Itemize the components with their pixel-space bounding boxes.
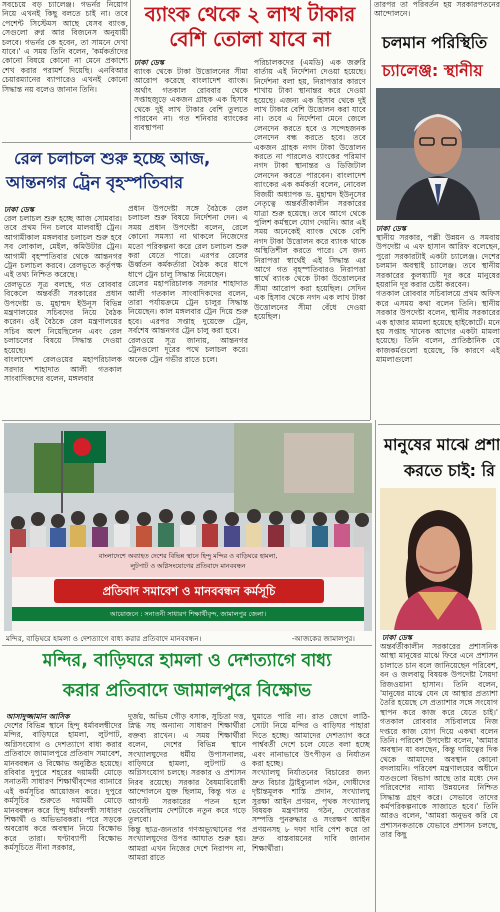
train-column-2 (128, 204, 248, 418)
temple-column-3 (252, 712, 370, 911)
divider (2, 420, 370, 421)
divider (2, 645, 372, 646)
bank-column-1 (134, 67, 248, 140)
train-headline-2: আন্তনগর ট্রেন বৃহস্পতিবার (6, 173, 184, 192)
woman-body (380, 642, 498, 910)
temple-headline-1: মন্দির, বাড়িঘরে হামলা ও দেশত্যাগে বাধ্য (42, 651, 332, 671)
woman-portrait-illustration (380, 488, 496, 630)
top-right-byline: ঢাকা ডেস্ক (376, 224, 406, 233)
banner-main: প্রতিবাদ সমাবেশ ও মানববন্ধন কর্মসূচি (102, 584, 276, 598)
train-headline-1: রেল চলাচল শুরু হচ্ছে আজ, (14, 149, 211, 168)
banner-organizer: আয়োজনে : সনাতনী সাধারণ শিক্ষার্থীবৃন্দ, জামালপুর জেলা। (109, 610, 267, 618)
top-right-body-text: স্থানীয় সরকার, পল্লী উন্নয়ন ও সমবায় উপদেষ্টা এ এফ হাসান আরিফ বলেছেন, পুরো সরকারটাই একটা চ্যালেঞ্জ। দেশের চলমান অবস্থাই চ্যালেঞ্জ। তবে স্থানীয় সরকারের কুলষ্যাটি দূর করে মানুষের হয়রানি দূর করার চেষ্টা করবেন। গতকাল রোববার সচিবালয়ে প্রথম অফিস করে এসময় কথা বলেন তিনি। স্থানীয় সরকার উপদেষ্টা বলেন, স্থানীয় সরকারের এক হাজার মামলা হয়েছে হাইকোর্টে। মনে হয় সপ্তাহ খানেক আগের একটা মামলা হয়েছে। তিনি বলেন, প্রাতিষ্ঠানিক যে কাজকর্মগুলো হয়েছে, কি কারণে এই মামলাগুলো (376, 233, 500, 365)
top-right-body (376, 233, 500, 418)
top-right-headline-2: চ্যালেঞ্জ: স্থানীয় (382, 61, 483, 80)
divider (130, 0, 131, 140)
protest-photo (4, 423, 372, 631)
temple-col1-text: দেশের বিভিন্ন স্থানে হিন্দু ধর্মাবলম্বীদের মন্দির, বাড়িঘরে হামলা, লুটপাট, অগ্নিসংযোগ ও দেশত্যাগে বাধ্য করার প্রতিবাদে জামালপুরে প্রতিবাদ সমাবেশ, মানববন্ধন ও বিক্ষোভ অনুষ্ঠিত হয়েছে। রবিবার দুপুরে শহরের দয়াময়ী মোড়ে সনাতনী সাধারণ শিক্ষার্থীবৃন্দের ব্যানারে এই কর্মসূচির আয়োজন করে। দুপুরে কর্মসূচির শুরুতে দয়াময়ী মোড়ে মানববন্ধন করে হিন্দু ধর্মাবলম্বী সাধারণ শিক্ষার্থী ও অভিভাবকরা। পরে সড়কে অবরোধ করে অবস্থান নিয়ে বিক্ষোভ করে তারা। ঘণ্টাব্যাপী বিক্ষোভ কর্মসূচিতে নীনা সরকার, (4, 721, 122, 853)
train-col2-text: প্রধান উপদেষ্টা সঙ্গে বৈঠকে রেল চলাচল শুরু বিষয়ে নির্দেশনা দেন। এ সময় প্রধান উপদেষ্টা বলেন, রেলে কোনো সমস্যা না থাকলে নিজেদের মতো পরিকল্পনা করে রেল চলাচল শুরু করা যেতে পারে। এরপর রেলের ঊর্ধ্বতন কর্মকর্তারা বৈঠক করে ধাপে ধাপে ট্রেন চালু সিদ্ধান্ত নিয়েছেন। রেলের মহাপরিচালক সরদার শাহাদাত আলী গতকাল সাংবাদিকদের বলেন, তারা পর্যায়ক্রমে ট্রেন চালুর সিদ্ধান্ত নিয়েছেন। কাল মঙ্গলবার ট্রেন দিয়ে শুরু হবে। এরপর সপ্তাহ দুয়েক্তে ট্রেন, সর্বশেষ আন্তনগর ট্রেন চালু করা হবে। রেলওয়ে সূত্র জানায়, আন্তনগর ট্রেনগুলো দূরের পথে চলাচল করে। অনেক ট্রেন গভীর রাতে চলে। (128, 204, 248, 364)
woman-headline-1: মানুষের মাঝে প্রশা (384, 435, 500, 454)
photo-caption: মন্দির, বাড়িঘরে হামলা ও দেশত্যাগে বাধ্য করার প্রতিবাদে মানববন্ধন। (6, 634, 202, 643)
train-col1-text: রেল চলাচল শুরু হচ্ছে আজ সোমবার। তবে প্রথম দিন চলবে মালবাহী ট্রেন। আগামীকাল মঙ্গলবার চলাচল শুরু হবে সব লোকাল, মেইল, কমিউটার ট্রেন। আগামী বৃহস্পতিবার থেকে আন্তনগর ট্রেন চলাচল করবে। রেলভূতে কর্তৃপক্ষ এই তথ্য নিশ্চিত করেছে। রেলভূতে সূত্র বলছে, গত রোববার বিকেলে অন্তর্বর্তী সরকারের প্রধান উপদেষ্টা ড. মুহাম্মদ ইউনূস বিভিন্ন মন্ত্রণালয়ের সচিবদের নিয়ে বৈঠক করেন। ওই বৈঠকে রেল মন্ত্রণালয়ের সচিব অংশ নিয়েছিলেন এবং রেল চলাচলের বিষয়ে সিদ্ধান্ত দেওয়া হয়েছে। বাংলাদেশ রেলওয়ের মহাপরিচালক সরদার শাহাদাত আলী গতকাল সাংবাদিকদের বলেন, মঙ্গলবার (4, 214, 122, 383)
top-right-continuation (374, 0, 500, 22)
woman-headline-2: করতে চাই: রি (404, 461, 495, 480)
temple-column-1 (4, 721, 122, 911)
divider (2, 142, 252, 143)
temple-headline-2: করার প্রতিবাদে জামালপুরে বিক্ষোভ (62, 681, 312, 701)
temple-col3-text: ঘুমাতে পারি না। রাত জেগে লাঠি-সোটা নিয়ে মন্দির ও বাড়িঘর পাহারা দিতে হচ্ছে। আমাদের দেশত্যাগ করে পার্শ্ববর্তী দেশে চলে যেতে বলা হচ্ছে এবং নানাভাবে উৎপীড়ন ও নির্যাতন করা হচ্ছে। সংখ্যালঘু নির্যাতনের বিচারের জন্য দ্রুত বিচার ট্রাইব্যুনাল গঠন, দোষীদের দৃষ্টান্তমূলক শাস্তি প্রদান, সংখ্যালঘু সুরক্ষা আইন প্রণয়ন, পৃথক সংখ্যালঘু বিষয়ক মন্ত্রণালয় গঠন, দেবোত্তর সম্পত্তি পুনরুদ্ধার ও সংরক্ষণ আইন প্রণয়নসহ ৮ দফা দাবি পেশ করে তা দ্রুত বাস্তবায়নের দাবি জানান শিক্ষার্থীরা। (252, 712, 370, 853)
bank-col1-text: ব্যাংক থেকে টাকা উত্তোলনের সীমা আরোপ করেছে বাংলাদেশ ব্যাংক। অর্থাৎ গতকাল রোববার থেকে সপ্তাহজুড়ে একজন গ্রাহক এক হিসাব থেকে দুই লাখ টাকার বেশি তুলতে পারবেন না। গত শনিবার ব্যাংকের ব্যবস্থাপনা (134, 67, 248, 133)
temple-col2-text: দুর্জয়, অভিম গৌড় বসাক, সুচিতা দত্ত, স্নিগ্ধ সহ অন্যান্য সাধারণ শিক্ষার্থীরা বক্তব্য রাখেন। এ সময় শিক্ষার্থীরা বলেন, দেশের বিভিন্ন স্থানে সংখ্যালঘুদের ধর্মীয় উপাসনালয়, বাড়িঘরে হামলা, লুটপাট ও অগ্নিসংযোগ চলছে। সরকার ও প্রশাসন নিরব রয়েছে। সরকার বৈষম্যবিরোধী আন্দোলনে যুক্ত ছিলাম, কিন্তু গত ৫ আগস্ট সরকারের পতন হলে ভেবেছিলাম দেশটাকে নতুন করে গড়ে তুলবো। কিন্তু ছাত্র-জনতার গণঅভ্যুত্থানের পর সংখ্যালঘুদের উপর আঘাত শুরু হয়। আমরা এখন নিজের দেশে নিরাপদ না, আমরা রাতে (128, 712, 246, 863)
man-portrait-illustration (376, 88, 500, 220)
portrait-rizwana-hasan (380, 488, 496, 630)
woman-body-text: অন্তর্বর্তীকালীন সরকারের প্রশাসনিক আস্থা মানুষের মাঝে ফিরে এনে প্রশাসন চালাতে চান বলে জানিয়েছেন পরিবেশ, বন ও জলবায়ু বিষয়ক উপদেষ্টা সৈয়দা রিজওয়ানা হাসান। তিনি বলেন, 'মানুষের মাঝে যেন যে আস্থার প্রত্যাশা তৈরি হয়েছে সে প্রত্যাশার সঙ্গে সংযোগ স্থাপন করে কাজ করে যেতে চাই।' গতকাল রোববার সচিবালয়ে নিজ দপ্তরে কাজ যোগ দিয়ে একথা বলেন তিনি। পরিবেশ উপদেষ্টা বলেন, 'আমার অবস্থান যা বলছেন, কিন্তু দায়িত্বের দিক থেকে আমাদের অবস্থান কোনো বদলায়নি। পরিবেশ মন্ত্রণালয়ের অধীনে যতগুলো বিভাগ আছে তার মধ্যে দেন পরিবেশের ন্যায্য উন্নয়নের নিশ্চিত সিদ্ধান্ত গ্রহণ করে। সেভাবে তাদের কর্মপরিকল্পনাকে সাজাতে হবে।' তিনি আরও বলেন, 'আমরা অনুভব করি যে প্রশাসনকতাকে যেভাবে প্রশাসন চলছে, তার কিছু (380, 642, 498, 840)
banner-line-2: লুটপাট ও অগ্নিসংযোগের প্রতিবাদে মানববন্ধন (130, 562, 246, 570)
banner-line-1: বাংলাদেশে অব্যাহত দেশের বিভিন্ন স্থানে হিন্দু মন্দির ও বাড়িঘরে হামলা, (98, 552, 278, 560)
photo-credit: -আজকের জামালপুর। (292, 634, 355, 643)
woman-byline: ঢাকা ডেস্ক (382, 633, 412, 642)
top-left-text: সবচেয়ে বড় চ্যালেঞ্জ। গভর্নর নিয়োগ নিয়ে এখনই কিছু বলতে চাই না। তবে পেশেন্ট সিস্টেমস আছে যেসব ব্যাংক, সেগুলো রুগ্ন আর বিজনেস অনুযায়ী চলবে। গভর্নর কে হবেন, তা সামনে দেখা যাবে।' এ সময় তিনি বলেন, 'কর্মকর্তাদের কোনো বিষয়ে কোনো না মেনে প্রকাশ্যে শেখ করার পরামর্শ দিয়েছি। এনবিআর চেয়ারম্যানের ব্যাপারেও এখনই কোনো সিদ্ধান্ত নয় বলেও জানান তিনি। (2, 0, 128, 94)
top-left-continuation (2, 0, 128, 142)
temple-column-2 (128, 712, 246, 911)
temple-byline: আসাদুজ্জামান আসিক (6, 712, 70, 721)
bank-headline: ব্যাংক থেকে ২ লাখ টাকার বেশি তোলা যাবে না (144, 2, 356, 51)
top-right-headline-1: চলমান পরিস্থিতি (382, 33, 488, 52)
bank-col2-text: পরিচালকদের (এমডি) এক জরুরি বার্তায় এই নির্দেশনা দেওয়া হয়েছে। নির্দেশনা বলা হয়, নিরাপত্তার কারণে শাখায় টাকা স্থানান্তর করে দেওয়া হয়েছে। এজন্য এক হিসাব থেকে দুই লাখ টাকার বেশি উত্তোলন করা যাবে না। তবে এ নির্দেশনা মেনে জেলে লেনদেন করতে হবে ও সন্দেহজনক লেনদেন বন্ধ করতে হবে। তবে একজন গ্রাহক নগদ টাকা উত্তোলন করতে না পারলেও ব্যাংকের পরিমাণ নগদ টাকা স্থানান্তর ও ডিজিটাল লেনদেন করতে পারবেন। বাংলাদেশ ব্যাংকের এক কর্মকর্তা বলেন, নোবেল বিজয়ী অধ্যাপক ড. মুহাম্মদ ইউনূসের নেতৃত্বে অন্তর্বর্তীকালীন সরকারের যাত্রা শুরু হয়েছে। তবে আগে থেকে পুলিশ কর্মস্থলে যোগ দেয়নি। আর এই সময় অনেকেই ব্যাংক থেকে বেশি নগদ টাকা উত্তোলন করে ব্যাংক থাকে অস্থিতিশীল করতে পারে। সে জন্য নিরাপত্তা স্বার্থেই এই সিদ্ধান্ত এর আগে গত বৃহস্পতিবারও নিরাপত্তা স্বার্থে ব্যাংক থেকে টাকা উত্তোলনের সীমা আরোপ করা হয়েছিল। সেদিন এক হিসাব থেকে নগদ এক লাখ টাকা উত্তোলনের সীমা বেঁধে দেওয়া হয়েছিল। (254, 58, 366, 321)
top-right-text: তারপর তা পরিবর্তন হয় সরকারপতনের আন্দোলনে। (374, 0, 500, 19)
divider (378, 424, 500, 425)
train-byline: ঢাকা ডেস্ক (4, 205, 34, 214)
portrait-hasan-arif (376, 88, 500, 220)
bank-byline: ঢাকা ডেস্ক (134, 58, 164, 67)
divider (370, 0, 371, 420)
train-column-1 (4, 214, 122, 418)
bank-column-2 (254, 58, 366, 414)
divider (375, 420, 376, 912)
